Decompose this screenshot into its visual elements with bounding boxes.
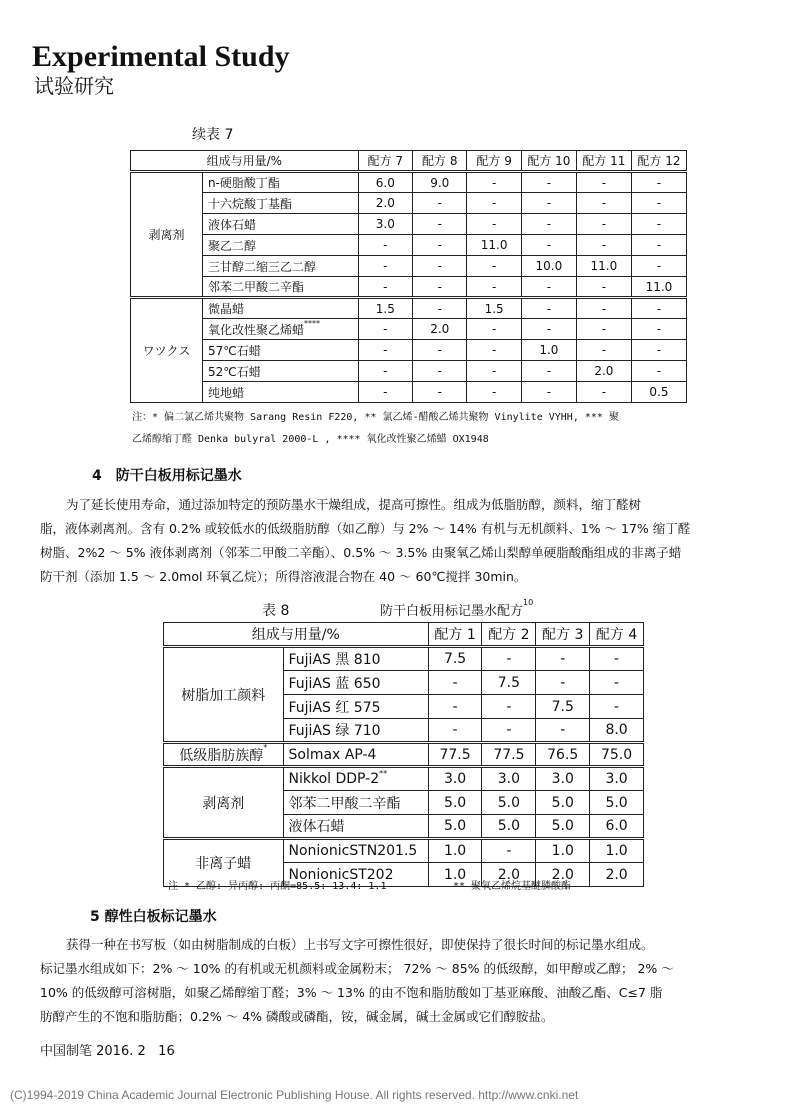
value-cell: -	[631, 193, 686, 214]
item-name: 微晶蜡	[207, 302, 244, 316]
table8-caption-title	[380, 600, 533, 619]
value-cell: -	[536, 647, 590, 671]
section4-line: 树脂、2%2 ～ 5% 液体剥离剂（邻苯二甲酸二辛酯）、0.5% ～ 3.5% 由聚氧乙烯山梨醇单硬脂酸酯组成的非离子蜡	[40, 545, 682, 560]
value-cell: 1.0	[536, 839, 590, 863]
table-row	[131, 382, 687, 403]
item-name: FujiAS 绿 710	[288, 723, 381, 739]
value-cell: 1.0	[590, 839, 644, 863]
value-cell: -	[358, 340, 412, 361]
item-footnote-mark: ****	[303, 318, 320, 328]
item-footnote-mark: **	[379, 769, 388, 778]
item-name: 57℃石蜡	[207, 343, 261, 358]
item-name-cell	[202, 277, 358, 298]
journal-section-title: Experimental Study	[32, 40, 290, 73]
group-name: 低级脂肪族醇	[179, 747, 264, 764]
item-name-cell	[202, 256, 358, 277]
table-row	[164, 743, 644, 767]
item-name: 邻苯二甲酸二辛酯	[207, 280, 304, 294]
value-cell: -	[590, 647, 644, 671]
value-cell: -	[358, 277, 412, 298]
value-cell: 77.5	[482, 743, 536, 767]
value-cell: 76.5	[536, 743, 590, 767]
group-name: 非离子蜡	[195, 856, 252, 872]
value-cell: -	[521, 298, 576, 319]
value-cell: -	[576, 193, 631, 214]
header-cell-formula: 配方 10	[521, 151, 576, 172]
value-cell: 1.0	[428, 863, 482, 887]
table8-note-right: ** 聚氧乙烯烷基醚膦酸酯	[453, 881, 572, 892]
value-cell: -	[413, 235, 467, 256]
value-cell: 3.0	[358, 214, 412, 235]
header-cell-formula: 配方 4	[590, 623, 644, 647]
section5-heading: 5 醇性白板标记墨水	[90, 909, 217, 925]
table-row	[131, 277, 687, 298]
item-name: FujiAS 红 575	[288, 699, 381, 716]
header-cell-composition: 组成与用量/%	[131, 151, 359, 172]
item-name: NonionicST202	[288, 866, 394, 883]
value-cell: 7.5	[482, 671, 536, 695]
value-cell: 2.0	[413, 319, 467, 340]
value-cell: 5.0	[536, 815, 590, 839]
value-cell: 3.0	[536, 767, 590, 791]
value-cell: 75.0	[590, 743, 644, 767]
table8-caption-text: 防干白板用标记墨水配方	[380, 604, 524, 619]
value-cell: 8.0	[590, 719, 644, 743]
item-name: 液体石蜡	[288, 819, 345, 835]
value-cell: -	[467, 361, 521, 382]
value-cell: 9.0	[413, 172, 467, 193]
group-name: 剥离剂	[202, 795, 245, 812]
value-cell: 11.0	[467, 235, 521, 256]
item-name-cell	[202, 172, 358, 193]
item-name-cell	[283, 671, 428, 695]
item-name-cell	[283, 695, 428, 719]
value-cell: -	[631, 256, 686, 277]
item-name-cell	[283, 647, 428, 671]
value-cell: -	[482, 839, 536, 863]
table-row	[131, 256, 687, 277]
value-cell: -	[521, 319, 576, 340]
header-cell-formula: 配方 7	[358, 151, 412, 172]
group-name-cell	[131, 298, 203, 403]
copyright-line: (C)1994-2019 China Academic Journal Electronic Publishing House. All rights reserved. http://www.cnki.net	[10, 1088, 579, 1102]
value-cell: -	[631, 340, 686, 361]
table-row	[131, 235, 687, 256]
item-name-cell	[283, 839, 428, 863]
value-cell: 6.0	[590, 815, 644, 839]
value-cell: -	[576, 172, 631, 193]
journal-section-title-cn: 试验研究	[34, 74, 114, 98]
value-cell: 1.0	[521, 340, 576, 361]
value-cell: -	[521, 277, 576, 298]
value-cell: 2.0	[590, 863, 644, 887]
header-cell-formula: 配方 12	[631, 151, 686, 172]
header-cell-formula: 配方 9	[467, 151, 521, 172]
value-cell: -	[521, 214, 576, 235]
value-cell: -	[467, 214, 521, 235]
value-cell: -	[428, 695, 482, 719]
group-name: 树脂加工颜料	[181, 687, 266, 704]
value-cell: -	[467, 340, 521, 361]
value-cell: 1.5	[358, 298, 412, 319]
table-row	[131, 361, 687, 382]
value-cell: 5.0	[428, 791, 482, 815]
section4-line: 脂，液体剥离剂。含有 0.2% 或较低水的低级脂肪醇（如乙醇）与 2% ～ 14% 有机与无机颜料、1% ～ 17% 缩丁醛	[40, 521, 691, 536]
value-cell: 11.0	[631, 277, 686, 298]
value-cell: 10.0	[521, 256, 576, 277]
table-row	[164, 767, 644, 791]
value-cell: -	[413, 214, 467, 235]
value-cell: -	[576, 319, 631, 340]
value-cell: 2.0	[482, 863, 536, 887]
value-cell: -	[631, 235, 686, 256]
value-cell: -	[631, 361, 686, 382]
table-header-row	[131, 151, 687, 172]
value-cell: -	[467, 172, 521, 193]
item-name: Nikkol DDP-2	[288, 771, 380, 787]
value-cell: -	[576, 235, 631, 256]
value-cell: -	[467, 277, 521, 298]
table-row	[131, 193, 687, 214]
header-cell-formula: 配方 2	[482, 623, 536, 647]
value-cell: 7.5	[428, 647, 482, 671]
item-name: 氧化改性聚乙烯蜡	[207, 322, 304, 337]
value-cell: 5.0	[536, 791, 590, 815]
value-cell: -	[631, 298, 686, 319]
header-cell-formula: 配方 8	[413, 151, 467, 172]
value-cell: -	[467, 193, 521, 214]
group-name-footnote-mark: *	[263, 742, 268, 752]
page-footer	[40, 1040, 175, 1059]
value-cell: -	[521, 361, 576, 382]
value-cell: -	[536, 719, 590, 743]
header-cell-formula: 配方 3	[536, 623, 590, 647]
footer-page-number: 16	[158, 1044, 175, 1059]
item-name: 52℃石蜡	[207, 364, 261, 379]
item-name-cell	[202, 319, 358, 340]
table8-caption-label: 表 8	[262, 603, 290, 619]
value-cell: 2.0	[536, 863, 590, 887]
group-name: ワツクス	[142, 344, 191, 358]
table-header-row	[164, 623, 644, 647]
item-name-cell	[283, 791, 428, 815]
footer-journal: 中国制笔 2016. 2	[40, 1044, 146, 1059]
value-cell: -	[576, 214, 631, 235]
table-row	[131, 340, 687, 361]
table-row	[131, 172, 687, 193]
item-name-cell	[283, 767, 428, 791]
value-cell: -	[467, 319, 521, 340]
group-name-cell	[131, 172, 203, 298]
value-cell: 11.0	[576, 256, 631, 277]
table-row	[164, 839, 644, 863]
item-name-cell	[202, 382, 358, 403]
item-name-cell	[283, 743, 428, 767]
item-name: 聚乙二醇	[207, 238, 256, 253]
value-cell: -	[576, 277, 631, 298]
item-name: 邻苯二甲酸二辛酯	[288, 795, 401, 812]
value-cell: 3.0	[428, 767, 482, 791]
table7-caption: 续表 7	[192, 127, 234, 143]
value-cell: 5.0	[590, 791, 644, 815]
value-cell: -	[358, 361, 412, 382]
value-cell: -	[358, 319, 412, 340]
section5-line: 标记墨水组成如下：2% ～ 10% 的有机或无机颜料或金属粉末； 72% ～ 85% 的低级醇，如甲醇或乙醇； 2% ～	[40, 961, 674, 976]
value-cell: -	[413, 256, 467, 277]
section4-line: 为了延长使用寿命，通过添加特定的预防墨水干燥组成，提高可擦性。组成为低脂肪醇，颜料，缩丁醛树	[66, 497, 642, 512]
value-cell: -	[413, 382, 467, 403]
value-cell: 3.0	[590, 767, 644, 791]
value-cell: 6.0	[358, 172, 412, 193]
value-cell: -	[482, 695, 536, 719]
value-cell: -	[413, 340, 467, 361]
value-cell: -	[467, 256, 521, 277]
item-name: 三甘醇二缩三乙二醇	[207, 259, 316, 274]
value-cell: -	[521, 382, 576, 403]
value-cell: -	[631, 214, 686, 235]
value-cell: -	[482, 647, 536, 671]
value-cell: -	[428, 719, 482, 743]
section4-heading: 4 防干白板用标记墨水	[92, 468, 242, 484]
table7-note-line1: 注：* 偏二氯乙烯共聚物 Sarang Resin F220, ** 氯乙烯-醋酸乙烯共聚物 Vinylite VYHH, *** 聚	[132, 412, 619, 423]
value-cell: 3.0	[482, 767, 536, 791]
value-cell: 2.0	[576, 361, 631, 382]
value-cell: 2.0	[358, 193, 412, 214]
item-name: 液体石蜡	[207, 217, 256, 232]
header-cell-composition: 组成与用量/%	[164, 623, 429, 647]
value-cell: -	[590, 671, 644, 695]
item-name: FujiAS 黑 810	[288, 652, 381, 668]
section5-paragraph	[40, 933, 760, 1029]
section4-paragraph	[40, 493, 760, 589]
value-cell: 0.5	[631, 382, 686, 403]
value-cell: -	[482, 719, 536, 743]
value-cell: 5.0	[482, 791, 536, 815]
item-name-cell	[202, 235, 358, 256]
item-name-cell	[202, 193, 358, 214]
value-cell: 1.5	[467, 298, 521, 319]
table-row	[164, 647, 644, 671]
value-cell: 1.0	[428, 839, 482, 863]
header-cell-formula: 配方 1	[428, 623, 482, 647]
value-cell: -	[467, 382, 521, 403]
value-cell: 5.0	[428, 815, 482, 839]
section5-line: 获得一种在书写板（如由树脂制成的白板）上书写文字可擦性很好，即使保持了很长时间的标记墨水组成。	[66, 937, 654, 952]
value-cell: -	[590, 695, 644, 719]
item-name-cell	[202, 214, 358, 235]
item-name: n-硬脂酸丁酯	[207, 176, 280, 190]
value-cell: -	[413, 277, 467, 298]
value-cell: -	[631, 172, 686, 193]
section5-line: 肪醇产生的不饱和脂肪酯；0.2% ～ 4% 磷酸或磷酯，铵，碱金属，碱土金属或它们醇胺盐。	[40, 1009, 554, 1024]
value-cell: -	[536, 671, 590, 695]
item-name-cell	[202, 340, 358, 361]
value-cell: -	[358, 382, 412, 403]
group-name-cell	[164, 767, 284, 839]
item-name: 十六烷酸丁基酯	[207, 196, 292, 211]
table7-note-line2: 乙烯醇缩丁醛 Denka bulyral 2000-L , **** 氧化改性聚乙烯蜡 OX1948	[132, 434, 489, 445]
value-cell: -	[521, 172, 576, 193]
value-cell: 5.0	[482, 815, 536, 839]
item-name: NonionicSTN201.5	[288, 843, 418, 859]
item-name: Solmax AP-4	[288, 746, 377, 763]
table8-caption-reference: 10	[523, 598, 534, 607]
value-cell: 7.5	[536, 695, 590, 719]
value-cell: -	[576, 340, 631, 361]
item-name: FujiAS 蓝 650	[288, 675, 381, 692]
table-row	[131, 298, 687, 319]
item-name: 纯地蜡	[207, 385, 244, 400]
section5-line: 10% 的低级醇可溶树脂，如聚乙烯醇缩丁醛；3% ～ 13% 的由不饱和脂肪酸如丁基亚麻酸、油酸乙酯、C≤7 脂	[40, 985, 663, 1000]
value-cell: -	[413, 361, 467, 382]
item-name-cell	[283, 815, 428, 839]
header-cell-formula: 配方 11	[576, 151, 631, 172]
value-cell: -	[576, 382, 631, 403]
value-cell: -	[521, 235, 576, 256]
value-cell: -	[413, 193, 467, 214]
section4-line: 防干剂（添加 1.5 ～ 2.0mol 环氧乙烷）；所得溶液混合物在 40 ～ 60℃搅拌 30min。	[40, 569, 527, 584]
table-row	[131, 319, 687, 340]
value-cell: -	[358, 256, 412, 277]
group-name-cell	[164, 647, 284, 743]
value-cell: -	[576, 298, 631, 319]
table-row	[131, 214, 687, 235]
value-cell: 77.5	[428, 743, 482, 767]
value-cell: -	[428, 671, 482, 695]
item-name-cell	[202, 298, 358, 319]
item-name-cell	[283, 719, 428, 743]
table7	[130, 150, 687, 403]
value-cell: -	[631, 319, 686, 340]
table8-note-left: 注 * 乙醇: 异丙醇: 丙酮=85.5: 13.4: 1.1	[168, 881, 387, 892]
table8	[163, 622, 644, 887]
value-cell: -	[358, 235, 412, 256]
group-name-cell	[164, 743, 284, 767]
value-cell: -	[521, 193, 576, 214]
value-cell: -	[413, 298, 467, 319]
group-name: 剥离剂	[148, 228, 185, 242]
item-name-cell	[202, 361, 358, 382]
